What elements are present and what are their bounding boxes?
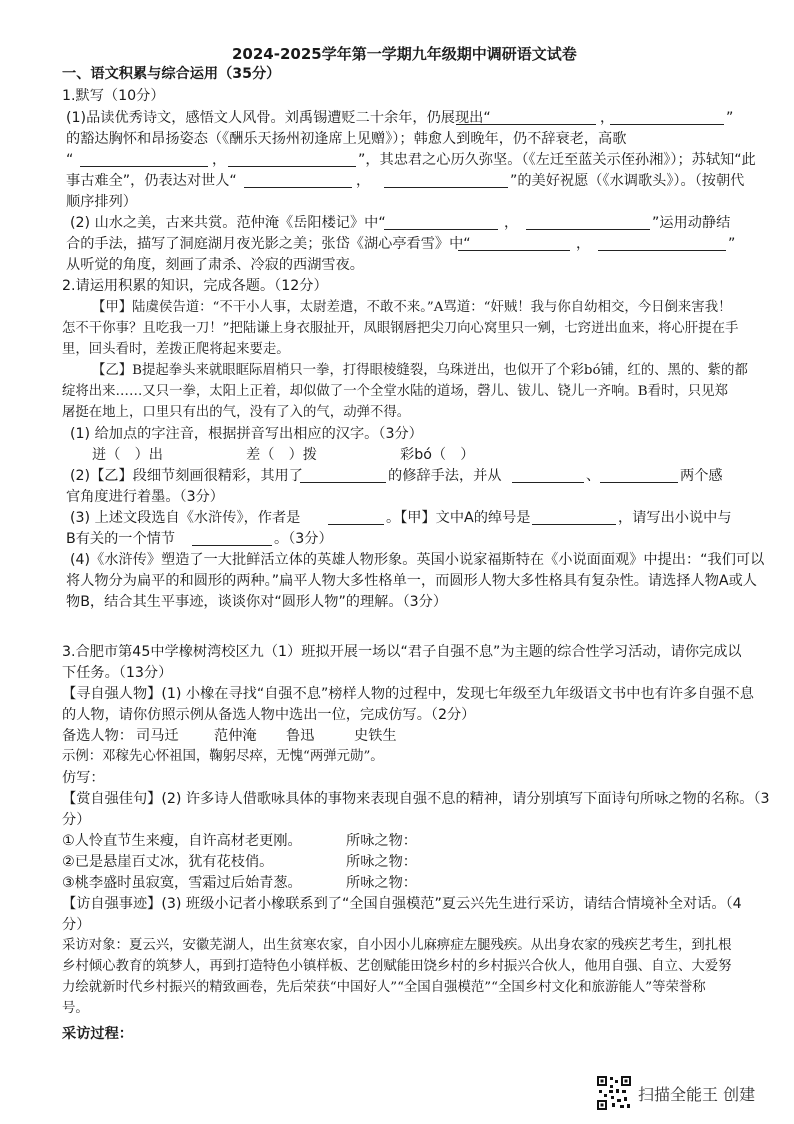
fill-blank[interactable] — [192, 545, 272, 546]
q1-heading: 1.默写（10分） — [62, 88, 165, 104]
q3-task1-line1: 【寻自强人物】(1) 小橡在寻找“自强不息”榜样人物的过程中，发现七年级至九年级语文书中也有许多自强不息 — [62, 686, 754, 702]
q1-p2-line1-b: ， — [504, 215, 519, 231]
interview-line-2: 乡村倾心教育的筑梦人，再到打造特色小镇样板、艺创赋能田饶乡村的乡村振兴合伙人，他用自强、自立、大爱努 — [62, 959, 732, 974]
q2-sub3-a: (3) 上述文段选自《水浒传》，作者是 — [70, 510, 301, 526]
fill-blank[interactable] — [384, 229, 498, 230]
q1-p1-line1-c: ” — [726, 110, 734, 126]
q1-p1-line4-a: 事古难全”，仍表达对世人“ — [66, 173, 237, 189]
q2-heading: 2.请运用积累的知识，完成各题。（12分） — [62, 278, 328, 294]
q1-p1-line1: (1)品读优秀诗文，感悟文人风骨。刘禹锡遭贬二十余年，仍展现出“ — [66, 110, 491, 126]
q1-p1-line2: 的豁达胸怀和昂扬姿态（《酬乐天扬州初逢席上见赠》）；韩愈人到晚年，仍不辞衰老，高歌 — [66, 131, 627, 147]
pinyin-item-1: 迸（ ）出 — [92, 447, 163, 463]
q2-passage-jia-line2: 怎不干你事？且吃我一刀！”把陆谦上身衣服扯开，凤眼钢唇把尖刀向心窝里只一剜，七窍迸出血来，将心肝提在手 — [62, 321, 739, 336]
q2-sub3-line2-a: B有关的一个情节 — [66, 531, 176, 547]
interview-process-label: 采访过程： — [62, 1026, 133, 1042]
interview-line-1: 采访对象：夏云兴，安徽芜湖人，出生贫寒农家，自小因小儿麻痹症左腿残疾。从出身农家的残疾艺考生，到扎根 — [62, 938, 732, 953]
fill-blank[interactable] — [244, 187, 352, 188]
q1-p2-line3: 从听觉的角度，刻画了肃杀、冷寂的西湖雪夜。 — [66, 257, 364, 273]
q1-p1-line5: 顺序排列） — [66, 194, 137, 210]
q3-task3-line1: 【访自强事迹】(3) 班级小记者小橡联系到了“全国自强模范”夏云兴先生进行采访，请结合情境补全对话。（4 — [62, 896, 742, 912]
q1-p2-line2-a: 合的手法，描写了洞庭湖月夜光影之美；张岱《湖心亭看雪》中“ — [66, 236, 471, 252]
q3-task2-line2: 分） — [62, 812, 91, 828]
candidate-2: 范仲淹 — [214, 728, 257, 744]
fill-blank[interactable] — [598, 250, 726, 251]
interview-line-3: 力绘就新时代乡村振兴的精致画卷，先后荣获“中国好人”“全国自强模范”“全国乡村文化和旅游能人”等荣誉称 — [62, 980, 706, 995]
poem-answer-label-3: 所咏之物： — [346, 875, 417, 891]
q2-sub4-line3: 物B，结合其生平事迹，谈谈你对“圆形人物”的理解。（3分） — [66, 594, 448, 610]
q1-p1-line1-b: ， — [600, 110, 615, 126]
q2-sub4-line1: (4)《水浒传》塑造了一大批鲜活立体的英雄人物形象。英国小说家福斯特在《小说面面观》中提出：“我们可以 — [70, 552, 765, 568]
pinyin-item-3: 彩bó（ ） — [400, 447, 475, 463]
q2-sub2-b: 的修辞手法，并从 — [388, 468, 502, 484]
q2-sub2-d: 两个感 — [680, 468, 723, 484]
q1-p2-line2-b: ， — [576, 236, 591, 252]
q3-line1: 3.合肥市第45中学橡树湾校区九（1）班拟开展一场以“君子自强不息”为主题的综合性学习活动，请你完成以 — [62, 644, 742, 660]
fill-blank[interactable] — [300, 482, 386, 483]
q2-passage-yi-line3: 屠挺在地上，口里只有出的气，没有了入的气，动弹不得。 — [62, 405, 411, 420]
pinyin-item-2: 差（ ）拨 — [246, 447, 317, 463]
fill-blank[interactable] — [456, 124, 596, 125]
q2-sub4-line2: 将人物分为扁平的和圆形的两种。”扁平人物大多性格单一，而圆形人物大多性格具有复杂性。请选择人物A或人 — [66, 573, 757, 589]
q3-task2-line1: 【赏自强佳句】(2) 许多诗人借歌咏具体的事物来表现自强不息的精神，请分别填写下面诗句所咏之物的名称。（3 — [62, 791, 770, 807]
q2-sub3-line2-b: 。（3分） — [274, 531, 333, 547]
exam-title: 2024-2025学年第一学期九年级期中调研语文试卷 — [232, 45, 577, 63]
q1-p1-line3-b: ， — [212, 152, 227, 168]
q2-passage-jia-line3: 里，回头看时，差拨正爬将起来要走。 — [62, 342, 290, 357]
poem-answer-label-1: 所咏之物： — [346, 833, 417, 849]
q2-passage-yi-line1: 【乙】B提起拳头来就眼眶际眉梢只一拳，打得眼棱缝裂，乌珠迸出，也似开了个彩bó铺，红的、黑的、紫的都 — [92, 363, 748, 378]
section-1-heading: 一、语文积累与综合运用（35分） — [62, 66, 281, 82]
qr-code-icon — [596, 1075, 632, 1111]
q1-p1-line4-c: ”的美好祝愿（《水调歌头》）。（按朝代 — [510, 173, 745, 189]
candidate-label: 备选人物： — [62, 728, 133, 744]
fill-blank[interactable] — [80, 166, 208, 167]
q2-sub1: (1) 给加点的字注音，根据拼音写出相应的汉字。（3分） — [70, 426, 423, 442]
q3-task3-line2: 分） — [62, 917, 91, 933]
fill-blank[interactable] — [458, 250, 570, 251]
q2-passage-jia-line1: 【甲】陆虞侯告道：“不干小人事，太尉差遣，不敢不来。”A骂道：“奸贼！我与你自幼相交，今日倒来害我！ — [92, 300, 732, 315]
fangxie-label: 仿写： — [62, 770, 105, 786]
q2-passage-yi-line2: 绽将出来……又只一拳，太阳上正着，却似做了一个全堂水陆的道场，磬儿、钹儿、铙儿一齐响。B看时，只见郑 — [62, 384, 728, 399]
q1-p1-line3-c: ”，其忠君之心历久弥坚。（《左迁至蓝关示侄孙湘》）；苏轼知“此 — [358, 152, 756, 168]
fill-blank[interactable] — [532, 524, 616, 525]
candidate-4: 史铁生 — [354, 728, 397, 744]
q3-line2: 下任务。（13分） — [62, 665, 173, 681]
example-sentence: 示例：邓稼先心怀祖国，鞠躬尽瘁，无愧“两弹元勋”。 — [62, 749, 384, 764]
candidate-3: 鲁迅 — [286, 728, 315, 744]
fill-blank[interactable] — [526, 229, 650, 230]
q2-sub2-line2: 官角度进行着墨。（3分） — [66, 489, 224, 505]
fill-blank[interactable] — [328, 524, 384, 525]
q2-sub3-b: 。【甲】文中A的绰号是 — [386, 510, 531, 526]
footer-watermark-text: 扫描全能王 创建 — [638, 1085, 756, 1104]
poem-answer-label-2: 所咏之物： — [346, 854, 417, 870]
q1-p2-line1-c: ”运用动静结 — [652, 215, 731, 231]
poem-line-3: ③桃李盛时虽寂寞，雪霜过后始青葱。 — [62, 875, 302, 891]
q2-sub3-c: ，请写出小说中与 — [618, 510, 732, 526]
fill-blank[interactable] — [600, 482, 678, 483]
q1-p1-line3-a: “ — [66, 152, 74, 168]
q2-sub2-c: 、 — [586, 468, 601, 484]
poem-line-2: ②已是悬崖百丈冰，犹有花枝俏。 — [62, 854, 274, 870]
interview-line-4: 号。 — [62, 1001, 89, 1016]
q1-p2-line2-c: ” — [728, 236, 736, 252]
fill-blank[interactable] — [512, 482, 584, 483]
fill-blank[interactable] — [228, 166, 356, 167]
fill-blank[interactable] — [384, 187, 508, 188]
q1-p2-line1-a: (2) 山水之美，古来共赏。范仲淹《岳阳楼记》中“ — [70, 215, 386, 231]
q1-p1-line4-b: ， — [356, 173, 371, 189]
poem-line-1: ①人怜直节生来瘦，自许高材老更刚。 — [62, 833, 302, 849]
q3-task1-line2: 的人物，请你仿照示例从备选人物中选出一位，完成仿写。（2分） — [62, 707, 476, 723]
q2-sub2-a: (2)【乙】段细节刻画很精彩，其用了 — [70, 468, 303, 484]
candidate-1: 司马迁 — [136, 728, 179, 744]
fill-blank[interactable] — [610, 124, 724, 125]
